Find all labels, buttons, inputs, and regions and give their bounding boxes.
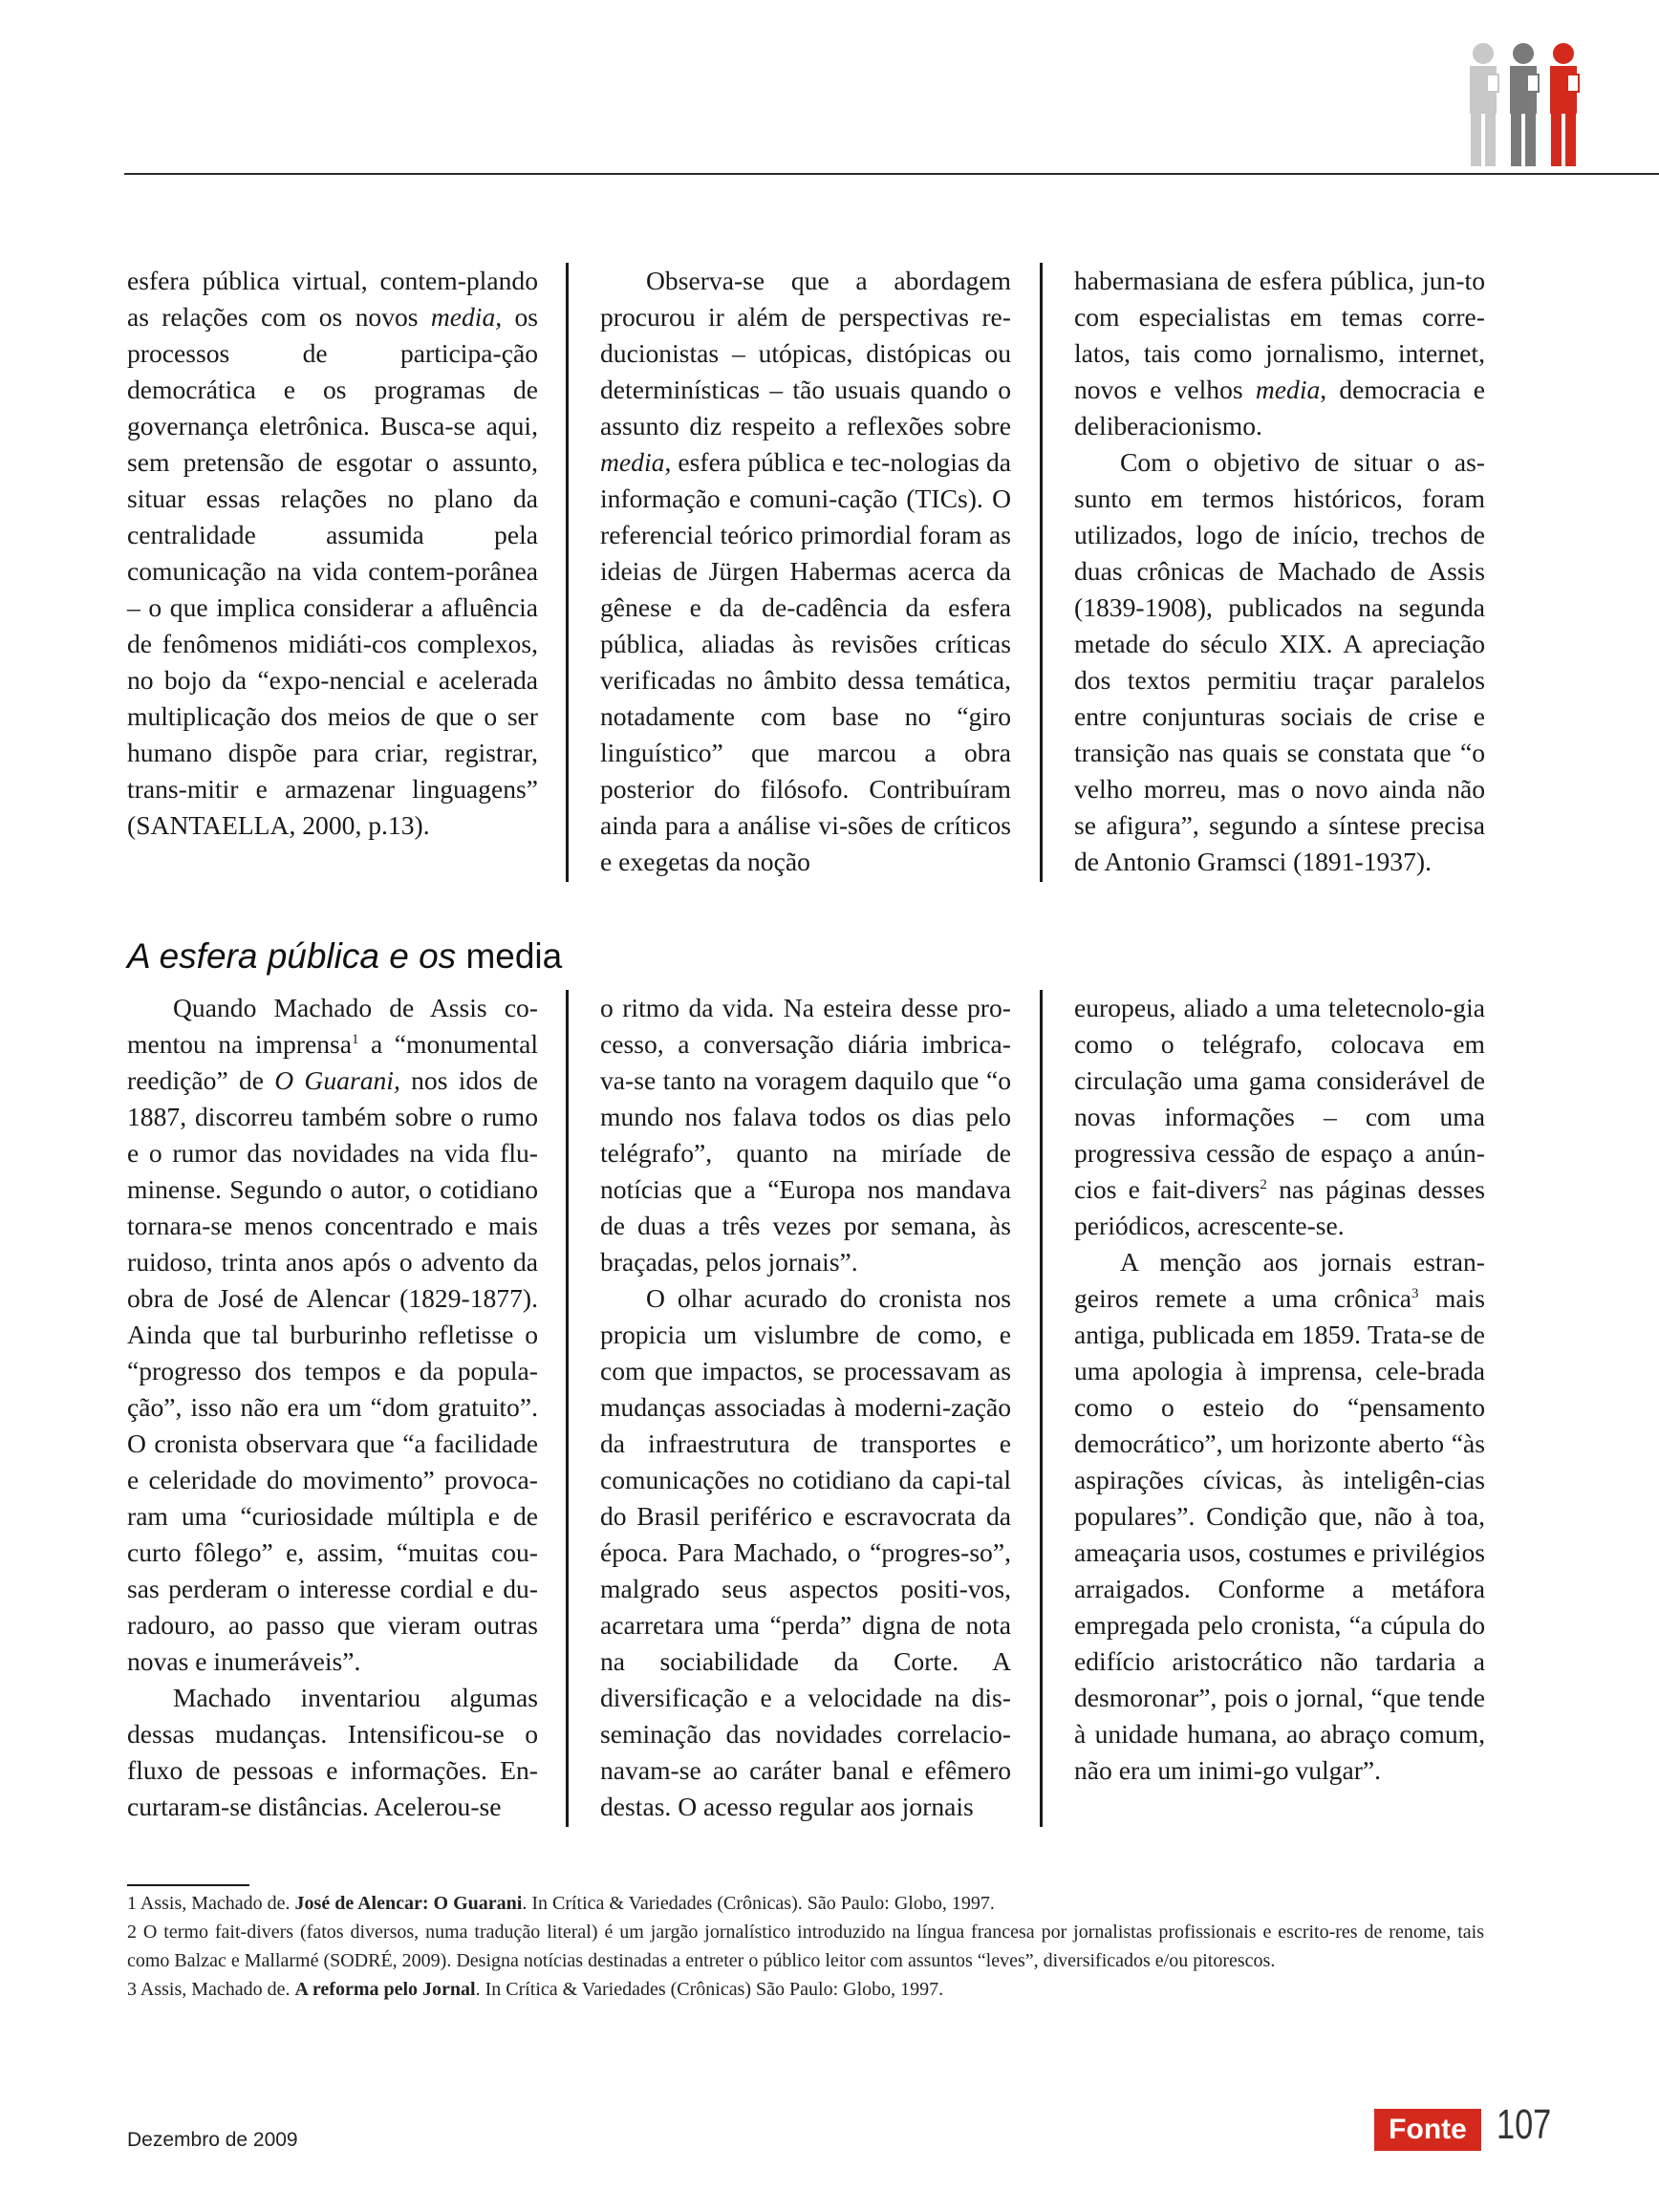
- text-run: Com o objetivo de situar o as-sunto em termos históricos, foram utilizados, logo de início, trechos de duas crônicas de Machado de Assis (1839-1908), publicados na segunda metade do século XIX. A apreciação dos textos permitiu traçar paralelos entre conjunturas sociais de crise e transição nas quais se constata que “o velho morreu, mas o novo ainda não se afigura”, segundo a síntese precisa de Antonio Gramsci (1891-1937).: [1074, 447, 1485, 876]
- text-run: o ritmo da vida. Na esteira desse pro-cesso, a conversação diária imbrica-va-se tanto na voragem daquilo que “o mundo nos falava todos os dias pelo telégrafo”, quanto na miríade de notícias que a “Europa nos mandava de duas a três vezes por semana, às braçadas, pelos jornais”.: [600, 993, 1011, 1277]
- text-run: José de Alencar: O Guarani: [294, 1893, 523, 1914]
- footnote-marker: 1: [352, 1031, 359, 1047]
- text-run: O Guarani,: [274, 1065, 400, 1095]
- footnote: [127, 1975, 1484, 2004]
- text-run: esfera pública virtual, contem-plando as relações com os novos: [127, 266, 538, 332]
- footnote-marker: 2: [1260, 1176, 1267, 1192]
- paragraph: [1074, 263, 1485, 444]
- text-run: A menção aos jornais estran-geiros remete a uma crônica: [1074, 1247, 1485, 1313]
- text-run: media: [1255, 375, 1321, 404]
- text-run: media,: [430, 302, 503, 332]
- top-column-3: [1074, 263, 1485, 880]
- top-column-1: [127, 263, 538, 844]
- text-run: nos idos de 1887, discorreu também sobre o rumo e o rumor das novidades na vida flu-minense. Segundo o autor, o cotidiano tornara-se menos concentrado e mais ruidoso, trinta anos após o advento da obra de José de Alencar (1829-1877). Ainda que tal burburinho refletisse o “progresso dos tempos e da popula-ção”, isso não era um “dom gratuito”. O cronista observara que “a facilidade e celeridade do movimento” provoca-ram uma “curiosidade múltipla e de curto fôlego” e, assim, “muitas cou-sas perderam o interesse cordial e du-radouro, ao passo que vieram outras novas e inumeráveis”.: [127, 1065, 539, 1676]
- paragraph: [1074, 990, 1485, 1244]
- footer-date: Dezembro de 2009: [127, 2129, 298, 2151]
- paragraph: [600, 990, 1011, 1280]
- bottom-column-1: [127, 990, 538, 1825]
- paragraph: [1074, 444, 1485, 880]
- text-run: europeus, aliado a uma teletecnolo-gia como o telégrafo, colocava em circulação uma gama considerável de novas informações – com uma progressiva cessão de espaço a anún-cios e fait-divers: [1074, 993, 1485, 1204]
- footnote-rule: [127, 1884, 249, 1886]
- text-run: 3 Assis, Machado de.: [127, 1979, 295, 2000]
- brand-logo: Fonte: [1374, 2109, 1481, 2151]
- text-run: Quando Machado de Assis co-mentou na imprensa: [127, 993, 538, 1059]
- text-run: os processos de participa-ção democrática e os programas de governança eletrônica. Busca-se aqui, sem pretensão de esgotar o assunto, situar essas relações no plano da centralidade assumida pela comunicação na vida contem-porânea – o que implica considerar a afluência de fenômenos midiáti-cos complexos, no bojo da “expo-nencial e acelerada multiplicação dos meios de que o ser humano dispõe para criar, registrar, trans-mitir e armazenar linguagens” (SANTAELLA, 2000, p.13).: [127, 302, 539, 840]
- paragraph: [127, 263, 538, 844]
- text-run: . In Crítica & Variedades (Crônicas) São Paulo: Globo, 1997.: [475, 1979, 944, 2000]
- text-run: mais antiga, publicada em 1859. Trata-se de uma apologia à imprensa, cele-brada como o esteio do “pensamento democrático”, um horizonte aberto “às aspirações cívicas, às inteligên-cias populares”. Condição que, não à toa, ameaçaria usos, costumes e privilégios arraigados. Conforme a metáfora empregada pelo cronista, “a cúpula do edifício aristocrático não tardaria a desmoronar”, pois o jornal, “que tende à unidade humana, ao abraço comum, não era um inimi-go vulgar”.: [1074, 1283, 1486, 1785]
- text-run: nas páginas desses periódicos, acrescente-se.: [1074, 1174, 1485, 1240]
- text-run: Observa-se que a abordagem procurou ir além de perspectivas re-ducionistas – utópicas, distópicas ou determinísticas – tão usuais quando o assunto diz respeito a reflexões sobre: [600, 266, 1011, 440]
- top-column-2: [600, 263, 1011, 880]
- bottom-column-2: [600, 990, 1011, 1825]
- section-title: [127, 934, 562, 978]
- footnotes: [127, 1889, 1484, 2004]
- section-title-italic: A esfera pública e os: [127, 936, 457, 976]
- text-run: , esfera pública e tec-nologias da informação e comuni-cação (TICs). O referencial teórico primordial foram as ideias de Jürgen Habermas acerca da gênese e da de-cadência da esfera pública, aliadas às revisões críticas verificadas no âmbito dessa temática, notadamente com base no “giro linguístico” que marcou a obra posterior do filósofo. Contribuíram ainda para a análise vi-sões de críticos e exegetas da noção: [600, 447, 1011, 876]
- section-title-plain: media: [465, 936, 563, 976]
- paragraph: [600, 263, 1011, 880]
- footnote-marker: 3: [1411, 1285, 1419, 1301]
- bottom-column-3: [1074, 990, 1485, 1789]
- paragraph: [127, 1680, 538, 1825]
- column-divider: [566, 990, 569, 1827]
- page-number: 107: [1497, 2101, 1552, 2148]
- text-run: , democracia e deliberacionismo.: [1074, 375, 1485, 440]
- column-divider: [1040, 990, 1043, 1827]
- text-run: media: [600, 447, 665, 477]
- text-run: a “monumental reedição” de: [127, 1029, 538, 1095]
- text-run: . In Crítica & Variedades (Crônicas). São Paulo: Globo, 1997.: [522, 1893, 995, 1914]
- paragraph: [1074, 1244, 1485, 1789]
- paragraph: [600, 1280, 1011, 1825]
- header-rule: [124, 173, 1659, 175]
- column-divider: [1040, 263, 1043, 882]
- footnote: [127, 1889, 1484, 1918]
- column-divider: [566, 263, 569, 882]
- text-run: Machado inventariou algumas dessas mudanças. Intensificou-se o fluxo de pessoas e informações. En-curtaram-se distâncias. Acelerou-se: [127, 1683, 538, 1821]
- text-run: A reforma pelo Jornal: [294, 1979, 476, 2000]
- text-run: 1 Assis, Machado de.: [127, 1893, 295, 1914]
- text-run: 2 O termo fait-divers (fatos diversos, numa tradução literal) é um jargão jornalístico introduzido na língua francesa por jornalistas profissionais e escrito-res de renome, tais como Balzac e Mallarmé (SODRÉ, 2009). Designa notícias destinadas a entreter o público leitor com assuntos “leves”, diversificados e/ou pitorescos.: [127, 1922, 1484, 1971]
- text-run: habermasiana de esfera pública, jun-to com especialistas em temas corre-latos, tais como jornalismo, internet, novos e velhos: [1074, 266, 1485, 404]
- three-people-icon: [1451, 42, 1594, 168]
- paragraph: [127, 990, 538, 1680]
- text-run: O olhar acurado do cronista nos propicia um vislumbre de como, e com que impactos, se processavam as mudanças associadas à moderni-zação da infraestrutura de transportes e comunicações no cotidiano da capi-tal do Brasil periférico e escravocrata da época. Para Machado, o “progres-so”, malgrado seus aspectos positi-vos, acarretara uma “perda” digna de nota na sociabilidade da Corte. A diversificação e a velocidade na dis-seminação das novidades correlacio-navam-se ao caráter banal e efêmero destas. O acesso regular aos jornais: [600, 1283, 1011, 1821]
- footnote: [127, 1918, 1484, 1975]
